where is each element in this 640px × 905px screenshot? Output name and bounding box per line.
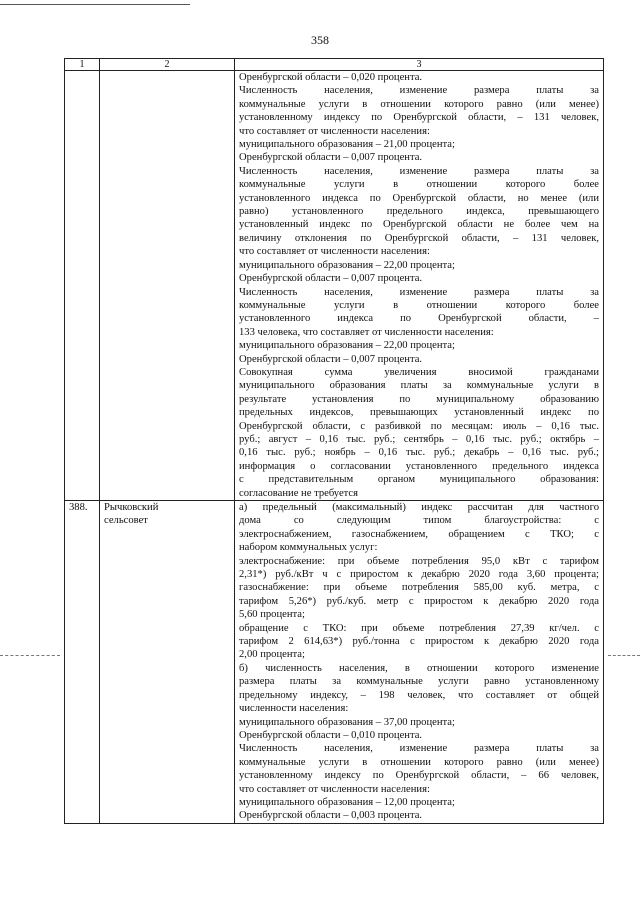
municipality-name-line: сельсовет [104, 515, 148, 527]
description-text [239, 71, 599, 500]
scan-dash-right [608, 655, 640, 656]
text-line: тарифом 5,26*) руб./куб. метр с приростом к декабрю 2020 года [239, 595, 599, 607]
text-line: обращение с ТКО: при объеме потребления 27,39 кг/чел. с [239, 622, 599, 634]
row-description-cell [235, 501, 604, 824]
row-name-cell [100, 501, 235, 824]
text-line: а) предельный (максимальный) индекс рассчитан для частного [239, 502, 599, 513]
text-line: Оренбургской области – 0,020 процента. [239, 72, 423, 83]
text-line: газоснабжение: при объеме потребления 585,00 куб. метра, с [239, 582, 599, 594]
text-line: равно) установленного предельного индекса, превышающего [239, 206, 599, 218]
data-table [64, 58, 604, 824]
text-line: Численность населения, изменение размера платы за [239, 286, 599, 298]
text-line: предельному индексу, – 198 человек, что составляет от общей [239, 689, 599, 701]
text-line: установленному индексу по Оренбургской области, – 131 человек, [239, 112, 599, 124]
text-line: муниципального образования – 21,00 процента; [239, 139, 455, 151]
text-line: Оренбургской области – 0,007 процента. [239, 353, 423, 365]
header-col-3: 3 [235, 59, 604, 71]
text-line: 133 человека, что составляет от численности населения: [239, 326, 494, 338]
text-line: б) численность населения, в отношении которого изменение [239, 662, 599, 674]
text-line: Оренбургской области, с разбивкой по месяцам: июль – 0,16 тыс. [239, 420, 599, 432]
row-number: 388. [69, 502, 88, 513]
text-line: электроснабжение: при объеме потребления 95,0 кВт с тарифом [239, 555, 599, 567]
text-line: муниципального образования – 37,00 процента; [239, 716, 455, 728]
text-line: установленного индекса по Оренбургской области, – [239, 313, 599, 325]
text-line: набором коммунальных услуг: [239, 542, 378, 554]
text-line: численности населения: [239, 703, 349, 715]
text-line: коммунальные услуги в отношении которого более [239, 179, 599, 191]
header-col-2: 2 [100, 59, 235, 71]
text-line: муниципального образования – 22,00 процента; [239, 340, 455, 352]
text-line: установленный индекс по Оренбургской области не более чем на [239, 219, 599, 231]
text-line: руб.; август – 0,16 тыс. руб.; сентябрь – 0,16 тыс. руб.; октябрь – [239, 433, 599, 445]
text-line: Оренбургской области – 0,007 процента. [239, 152, 423, 164]
text-line: что составляет от численности населения: [239, 783, 430, 795]
text-line: с представительным органом муниципального образования: [239, 474, 599, 486]
text-line: коммунальные услуги в отношении которого более [239, 299, 599, 311]
text-line: коммунальные услуги в отношении которого равно (или менее) [239, 756, 599, 768]
table-row [65, 71, 604, 501]
description-text [239, 501, 599, 823]
text-line: муниципального образования платы за коммунальные услуги в [239, 380, 599, 392]
row-name-cell [100, 71, 235, 501]
text-line: что составляет от численности населения: [239, 246, 430, 258]
text-line: установленному индексу по Оренбургской области, – 66 человек, [239, 770, 599, 782]
page-number: 358 [311, 33, 329, 47]
text-line: коммунальные услуги в отношении которого равно (или менее) [239, 98, 599, 110]
text-line: информация о согласовании установленного предельного индекса [239, 460, 599, 472]
table-header-row [65, 59, 604, 71]
text-line: муниципального образования – 22,00 процента; [239, 259, 455, 271]
text-line: величину отклонения по Оренбургской области, – 131 человек, [239, 232, 599, 244]
text-line: согласование не требуется [239, 487, 359, 499]
top-rule [0, 4, 190, 5]
text-line: Численность населения, изменение размера платы за [239, 165, 599, 177]
text-line: Совокупная сумма увеличения вносимой гражданами [239, 366, 599, 378]
text-line: муниципального образования – 12,00 процента; [239, 796, 455, 808]
text-line: Численность населения, изменение размера платы за [239, 743, 599, 755]
text-line: электроснабжением, газоснабжением, обращением с ТКО; с [239, 528, 599, 540]
text-line: результате установления по муниципальному образованию [239, 393, 599, 405]
text-line: Оренбургской области – 0,007 процента. [239, 273, 423, 285]
text-line: 5,60 процента; [239, 609, 305, 621]
text-line: Численность населения, изменение размера платы за [239, 85, 599, 97]
text-line: что составляет от численности населения: [239, 125, 430, 137]
text-line: Оренбургской области – 0,010 процента. [239, 729, 423, 741]
text-line: 2,00 процента; [239, 649, 305, 661]
row-number-cell [65, 71, 100, 501]
row-description-cell [235, 71, 604, 501]
text-line: установленного индекса по Оренбургской области, но менее (или [239, 192, 599, 204]
text-line: тарифом 2 614,63*) руб./тонна с приростом к декабрю 2020 года [239, 636, 599, 648]
header-col-1: 1 [65, 59, 100, 71]
text-line: предельных индексов, превышающих установленный индекс по [239, 407, 599, 419]
text-line: 2,31*) руб./кВт ч с приростом к декабрю 2020 года 3,60 процента; [239, 569, 599, 581]
scan-dash-left [0, 655, 60, 656]
table-row [65, 501, 604, 824]
text-line: размера платы за коммунальные услуги равно установленному [239, 676, 599, 688]
text-line: 0,16 тыс. руб.; ноябрь – 0,16 тыс. руб.; декабрь – 0,16 тыс. руб.; [239, 447, 599, 459]
text-line: дома со следующим типом благоустройства: с [239, 515, 599, 527]
municipality-name-line: Рычковский [104, 502, 159, 513]
row-number-cell [65, 501, 100, 824]
text-line: Оренбургской области – 0,003 процента. [239, 810, 423, 822]
